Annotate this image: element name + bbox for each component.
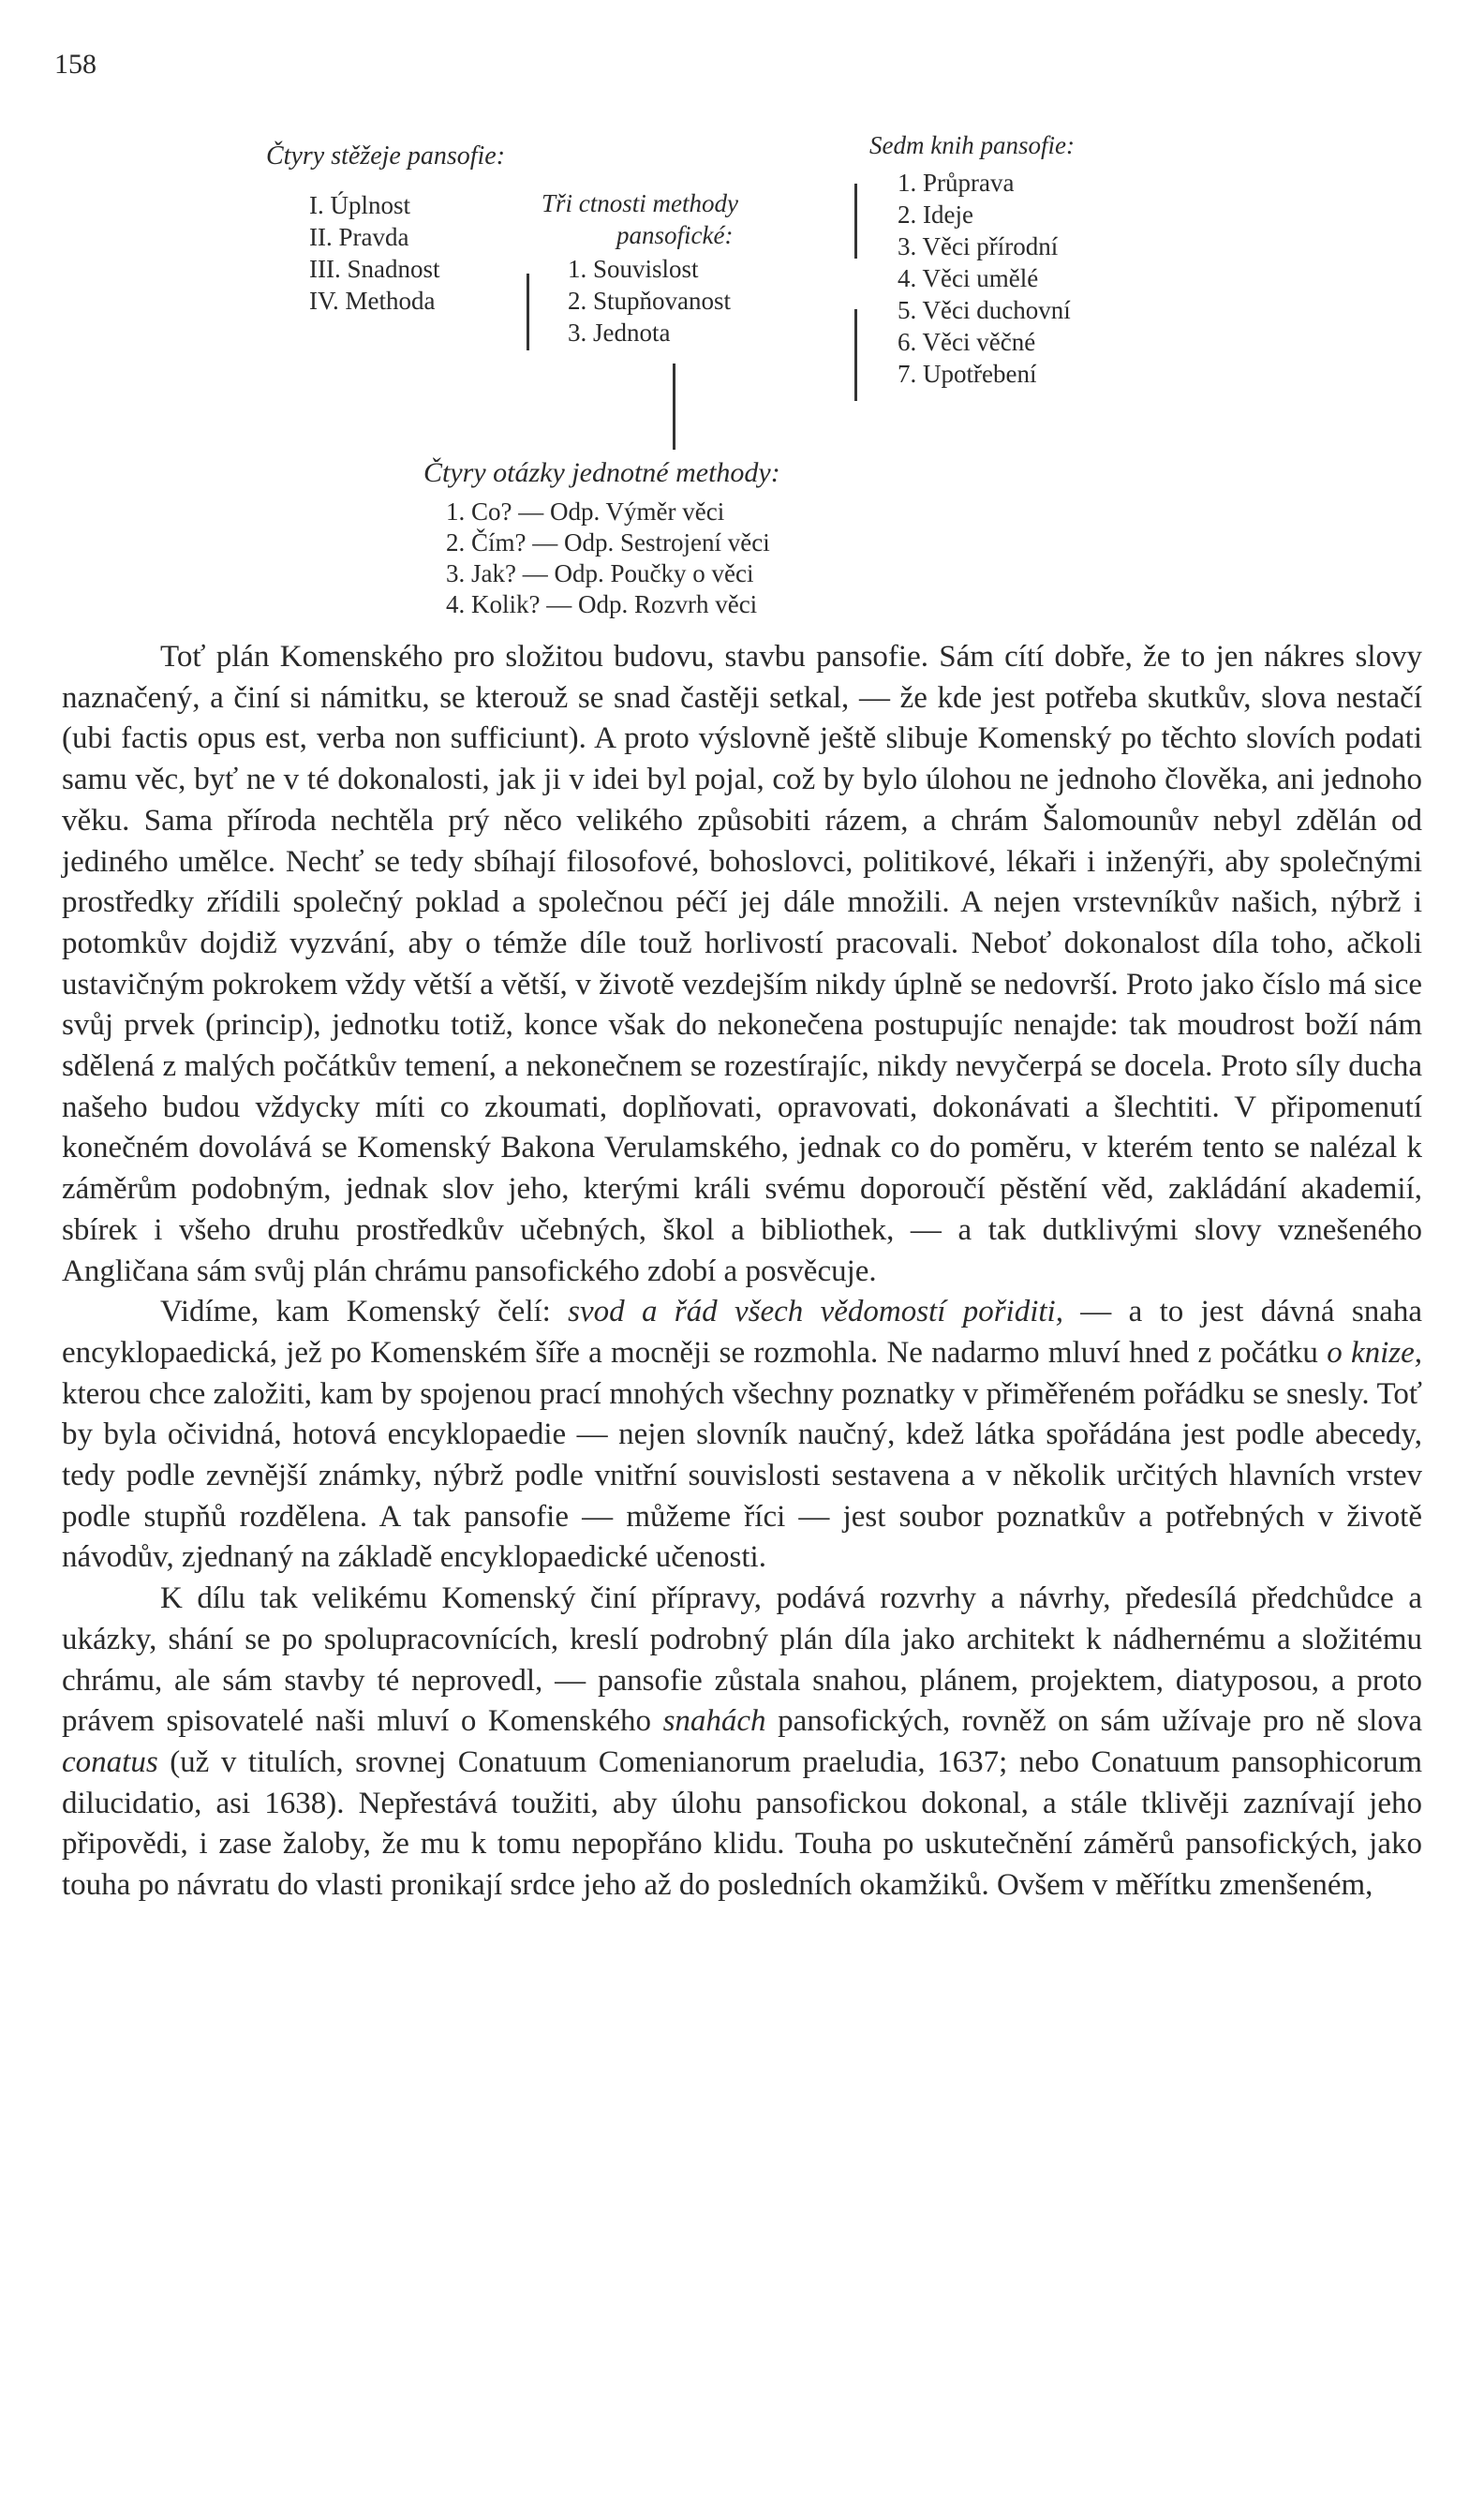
pillar-item: I. Úplnost xyxy=(309,191,410,219)
question-item: 4. Kolik? — Odp. Rozvrh věci xyxy=(446,590,758,618)
paragraph-1: Toť plán Komenského pro složitou budovu, stavbu pansofie. Sám cítí dobře, že to jen nákres slovy naznačený, a činí si námitku, se kterouž se snad častěji setkal, — že kde jest potřeba skutkův, slova nestačí (ubi factis opus est, verba non sufficiunt). A proto výslovně ještě slibuje Komenský po těchto slovích podati samu věc, byť ne v té dokonalosti, jak ji v idei byl pojal, což by bylo úlohou ne jednoho člověka, ani jednoho věku. Sama příroda nechtěla prý něco velikého způsobiti rázem, a chrám Šalomounův nebyl zdělán od jediného umělce. Nechť se tedy sbíhají filosofové, bohoslovci, politikové, lékaři i inženýři, aby společnými prostředky zřídili společný poklad a společnou péčí jej dále množili. A nejen vrstevníkův našich, nýbrž i potomkův dojdiž vyzvání, aby o témže díle touž horlivostí pracovali. Neboť dokonalost díla toho, ačkoli ustavičným pokrokem vždy větší a větší, v životě vezdejším nikdy úplně se nedovrší. Proto jako číslo má sice svůj prvek (princip), jednotku totiž, konce však do nekonečena postupujíc nenajde: tak moudrost boží nám sdělená z malých počátkův temení, a nekonečnem se rozestírajíc, nikdy nevyčerpá se docela. Proto síly ducha našeho budou vždycky míti co zkoumati, doplňovati, opravovati, dokonávati a šlechtiti. V připomenutí konečném dovolává se Komenský Bakona Verulamského, jednak co do poměru, v kterém tento se nalézal k záměrům podobným, jednak slov jeho, kterými králi svému doporoučí pěstění věd, zakládání akademií, sbírek i všeho druhu prostředkův učebných, škol a bibliothek, — a tak dutklivými slovy vznešeného Angličana sám svůj plán chrámu pansofického zdobí a posvěcuje. xyxy=(62,640,1422,1288)
questions-title: Čtyry otázky jednotné methody: xyxy=(423,457,780,488)
books-bracket-bottom xyxy=(854,309,857,401)
emphasis-span: conatus xyxy=(62,1744,158,1779)
text-span: pansofických, rovněž on sám užívaje pro ně slova xyxy=(765,1704,1422,1739)
text-span: kterou chce založiti, kam by spojenou prací mnohých všechny poznatky v přiměřeném pořádku se snesly. Toť by byla očividná, hotová encyklopaedie — nejen slovník naučný, kdež látka spořádána jest podle abecedy, tedy podle zevnější známky, nýbrž podle vnitřní souvislosti sestavena a v několik určitých hlavních vrstev podle stupňů rozdělena. A tak pansofie — můžeme říci — jest soubor poznatkův a potřebných v životě návodův, zjednaný na základě encyklopaedické učenosti. xyxy=(62,1376,1422,1575)
books-list xyxy=(898,167,1071,390)
emphasis-span: o knize, xyxy=(1327,1335,1422,1370)
pillar-item: III. Snadnost xyxy=(309,255,440,283)
question-item: 3. Jak? — Odp. Poučky o věci xyxy=(446,559,754,587)
text-span: — a to jest dávná snaha encyklopaedická, jež po Komenském šíře a mocněji se rozmohla. Ne nadarmo mluví hned z počátku xyxy=(62,1295,1422,1370)
paragraph-2 xyxy=(62,1292,1422,1579)
book-item: 6. Věci věčné xyxy=(898,328,1036,356)
books-title: Sedm knih pansofie: xyxy=(869,131,1075,159)
virtues-list xyxy=(568,253,731,349)
text-span: Vidíme, kam Komenský čelí: xyxy=(160,1295,569,1329)
pillars-title: Čtyry stěžeje pansofie: xyxy=(266,141,506,171)
virtues-title-line1: Tři ctnosti methody xyxy=(542,189,738,217)
pillar-item: II. Pravda xyxy=(309,223,409,251)
virtues-bracket xyxy=(527,274,529,350)
paragraph-3 xyxy=(62,1579,1422,1907)
book-item: 3. Věci přírodní xyxy=(898,232,1059,260)
question-item: 2. Čím? — Odp. Sestrojení věci xyxy=(446,528,770,556)
book-item: 7. Upotřebení xyxy=(898,360,1037,388)
body-text xyxy=(62,637,1422,1907)
book-item: 1. Průprava xyxy=(898,169,1015,197)
page-number: 158 xyxy=(54,49,96,80)
book-item: 5. Věci duchovní xyxy=(898,296,1071,324)
pillars-list xyxy=(309,189,439,317)
virtue-item: 3. Jednota xyxy=(568,319,671,347)
question-item: 1. Co? — Odp. Výměr věci xyxy=(446,497,725,526)
virtues-title-line2: pansofické: xyxy=(616,221,734,249)
text-span: (už v titulích, srovnej Conatuum Comenianorum praeludia, 1637; nebo Conatuum pansophicorum dilucidatio, asi 1638). Nepřestává toužiti, aby úlohu pansofickou dokonal, a stále tklivěji zaznívají jeho připovědi, i zase žaloby, že mu k tomu nepopřáno klidu. Touha po uskutečnění záměrů pansofických, jako touha po návratu do vlasti pronikají srdce jeho až do posledních okamžiků. Ovšem v měřítku zmenšeném, xyxy=(62,1744,1422,1903)
text-span: K dílu tak velikému Komenský činí přípravy, podává rozvrhy a návrhy, předesílá předchůdce a ukázky, shání se po spolupracovnících, kreslí podrobný plán díla jako architekt k nádhernému a složitému chrámu, ale sám stavby té neprovedl, — pansofie zůstala snahou, plánem, projektem, diatyposou, a proto právem spisovatelé naši mluví o Komenského xyxy=(62,1581,1422,1739)
virtue-item: 2. Stupňovanost xyxy=(568,287,732,315)
books-bracket-top xyxy=(854,184,857,259)
questions-list xyxy=(446,497,770,620)
emphasis-span: svod a řád všech vědomostí pořiditi, xyxy=(568,1295,1063,1329)
virtue-item: 1. Souvislost xyxy=(568,255,699,283)
connector-line xyxy=(673,364,675,450)
pillar-item: IV. Methoda xyxy=(309,287,436,315)
emphasis-span: snahách xyxy=(662,1704,766,1739)
book-item: 2. Ideje xyxy=(898,200,973,229)
book-item: 4. Věci umělé xyxy=(898,264,1039,292)
